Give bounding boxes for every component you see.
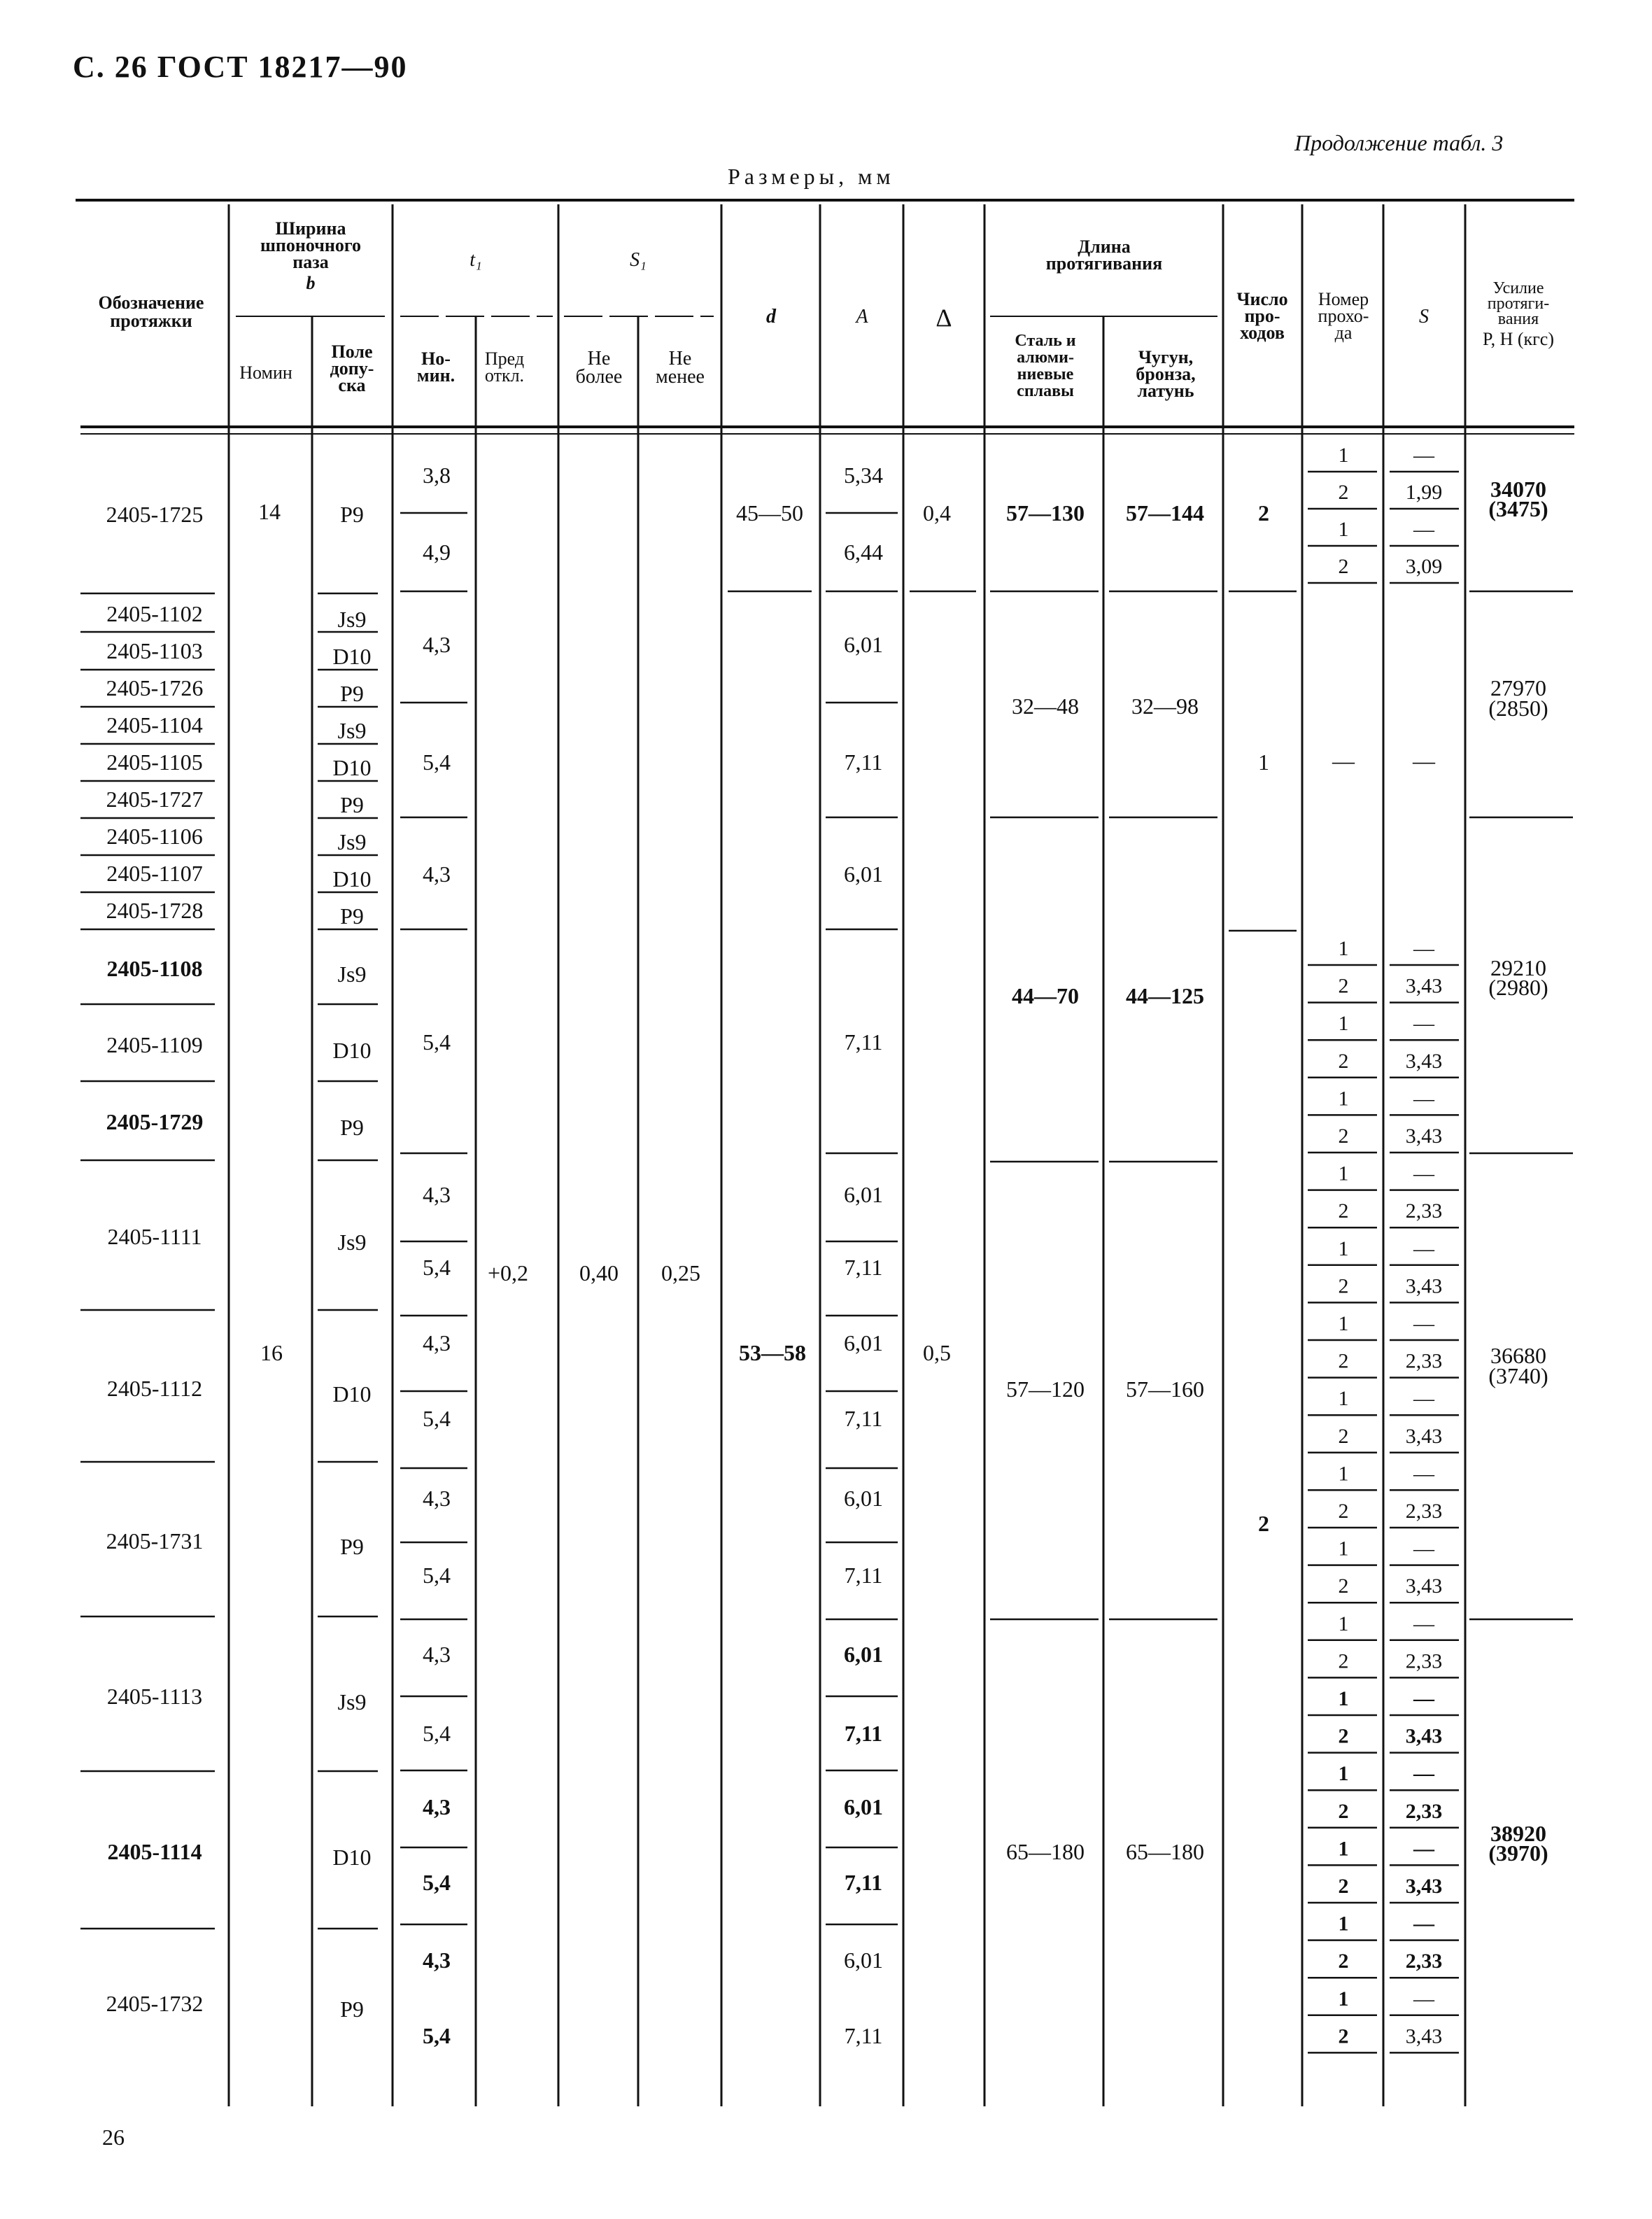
pass-number-cell: 2 — [1338, 1349, 1349, 1373]
length-steel-cell: 65—180 — [1006, 1839, 1085, 1864]
table-body — [106, 444, 1548, 2048]
force-cell: 27970 — [1490, 675, 1546, 700]
s-cell: — — [1413, 1162, 1434, 1185]
pass-number-cell: 2 — [1338, 1649, 1349, 1673]
length-iron-cell: 57—144 — [1126, 500, 1204, 526]
tolerance-field-cell: Js9 — [337, 829, 367, 854]
pass-number-cell: 1 — [1338, 937, 1349, 960]
d-cell: 45—50 — [736, 500, 803, 526]
passes-cell: 2 — [1258, 500, 1269, 526]
s-cell: 2,33 — [1405, 1950, 1443, 1973]
s-cell: 3,43 — [1405, 2024, 1443, 2048]
header-passes: про- — [1244, 306, 1280, 326]
header-delta: Δ — [936, 304, 952, 332]
header-d: d — [766, 306, 776, 327]
header-s: S — [1419, 306, 1429, 327]
a-cell: 5,34 — [844, 463, 883, 488]
s-cell: 2,33 — [1405, 1500, 1443, 1523]
s-cell: — — [1413, 1087, 1434, 1111]
header-passes: Число — [1236, 289, 1288, 309]
t1-nominal-cell: 5,4 — [423, 1563, 451, 1588]
pass-number-cell: 1 — [1338, 518, 1349, 541]
tolerance-field-cell: P9 — [340, 1115, 364, 1140]
pass-number-cell: 2 — [1338, 1875, 1349, 1898]
t1-nominal-cell: 5,4 — [423, 1029, 451, 1055]
header-t1: t₁ — [470, 249, 482, 271]
s-cell: 3,43 — [1405, 1049, 1443, 1073]
s-cell: — — [1413, 1012, 1434, 1036]
t1-nominal-cell: 5,4 — [423, 1721, 451, 1746]
passes-cell: 1 — [1258, 749, 1269, 775]
tolerance-field-cell: P9 — [340, 792, 364, 817]
a-cell: 6,01 — [844, 1182, 883, 1207]
page-number: 26 — [102, 2125, 125, 2150]
pass-number-cell: 1 — [1338, 1462, 1349, 1486]
tolerance-field-cell: Js9 — [337, 961, 367, 987]
a-cell: 6,01 — [844, 1642, 883, 1667]
pass-number-cell: 2 — [1338, 2024, 1349, 2048]
pass-number-cell: 2 — [1338, 1500, 1349, 1523]
designation-cell: 2405-1103 — [106, 638, 203, 663]
designation-cell: 2405-1728 — [106, 898, 204, 923]
delta-cell: 0,5 — [923, 1340, 951, 1365]
a-cell: 7,11 — [844, 749, 883, 775]
header-length-steel: Сталь и — [1015, 332, 1076, 350]
t1-nominal-cell: 5,4 — [423, 2023, 451, 2048]
pass-number-cell: 1 — [1338, 1387, 1349, 1411]
designation-cell: 2405-1107 — [106, 861, 203, 886]
s-cell: — — [1413, 1387, 1434, 1411]
s-cell: 3,43 — [1405, 974, 1443, 998]
pass-number-cell: 1 — [1338, 1762, 1349, 1786]
length-iron-cell: 65—180 — [1126, 1839, 1204, 1864]
header-force-units: P, Н (кгс) — [1482, 329, 1555, 349]
header-length-group: Длина — [1078, 237, 1131, 257]
header-s1-min: менее — [656, 366, 705, 388]
tolerance-field-cell: P9 — [340, 502, 364, 527]
length-iron-cell: 32—98 — [1131, 693, 1199, 719]
pass-number-cell: — — [1332, 748, 1355, 773]
t1-nominal-cell: 5,4 — [423, 749, 451, 775]
t1-nominal-cell: 3,8 — [423, 463, 451, 488]
header-width-group: паза — [292, 252, 329, 272]
force-cell: 29210 — [1490, 955, 1546, 980]
a-cell: 7,11 — [844, 1563, 883, 1588]
header-t1-limit: откл. — [484, 365, 525, 386]
s-cell: 2,33 — [1405, 1199, 1443, 1223]
s-cell: — — [1413, 1312, 1434, 1335]
a-cell: 6,01 — [844, 1330, 883, 1355]
header-nominal: Номин — [239, 362, 292, 383]
a-cell: 7,11 — [844, 1029, 883, 1055]
s-cell: — — [1413, 518, 1434, 541]
pass-number-cell: 1 — [1338, 1912, 1349, 1936]
pass-number-cell: 2 — [1338, 1575, 1349, 1598]
row-rules — [80, 472, 1573, 2052]
s-cell: 3,09 — [1405, 555, 1443, 578]
a-cell: 7,11 — [844, 2023, 883, 2048]
length-steel-cell: 57—130 — [1006, 500, 1085, 526]
pass-number-cell: 2 — [1338, 481, 1349, 504]
designation-cell: 2405-1725 — [106, 502, 204, 527]
tolerance-field-cell: P9 — [340, 681, 364, 706]
a-cell: 6,01 — [844, 1947, 883, 1973]
t1-nominal-cell: 4,3 — [423, 1947, 451, 1973]
pass-number-cell: 2 — [1338, 1424, 1349, 1448]
s-cell: — — [1413, 937, 1434, 960]
s-cell: 3,43 — [1405, 1724, 1443, 1748]
tolerance-field-cell: P9 — [340, 1534, 364, 1559]
s-cell: — — [1413, 1912, 1434, 1936]
force-cell: 34070 — [1490, 477, 1546, 502]
header-t1-nominal: мин. — [416, 365, 456, 386]
pass-number-cell: 1 — [1338, 444, 1349, 467]
pass-number-cell: 1 — [1338, 1162, 1349, 1185]
tolerance-field-cell: Js9 — [337, 1689, 367, 1714]
header-designation: протяжки — [110, 311, 192, 331]
header-pass-no: Номер — [1318, 289, 1369, 309]
a-cell: 7,11 — [844, 1406, 883, 1431]
header-t1-nominal: Но- — [421, 348, 451, 369]
s-cell: — — [1413, 1837, 1434, 1861]
s-cell: 3,43 — [1405, 1125, 1443, 1148]
designation-cell: 2405-1114 — [107, 1839, 202, 1864]
a-cell: 6,01 — [844, 861, 883, 887]
t1-nominal-cell: 5,4 — [423, 1255, 451, 1280]
force-cell: 38920 — [1490, 1821, 1546, 1846]
header-s1: S₁ — [630, 249, 647, 271]
s-cell: — — [1413, 1462, 1434, 1486]
tolerance-field-cell: P9 — [340, 1996, 364, 2022]
s-cell: 2,33 — [1405, 1349, 1443, 1373]
pass-number-cell: 1 — [1338, 1612, 1349, 1635]
force-cell: (2980) — [1488, 975, 1548, 1000]
t1-nominal-cell: 4,3 — [423, 632, 451, 657]
s-cell: 3,43 — [1405, 1575, 1443, 1598]
a-cell: 7,11 — [844, 1870, 883, 1895]
header-pass-no: да — [1334, 323, 1353, 343]
pass-number-cell: 1 — [1338, 1837, 1349, 1861]
s-cell: — — [1413, 1762, 1434, 1786]
header-tolerance-field: ска — [338, 375, 366, 395]
tolerance-field-cell: D10 — [332, 1381, 372, 1407]
designation-cell: 2405-1109 — [106, 1032, 203, 1057]
page-header: С. 26 ГОСТ 18217—90 — [73, 50, 408, 84]
header-a: A — [856, 306, 868, 327]
pass-number-cell: 2 — [1338, 555, 1349, 578]
pass-number-cell: 1 — [1338, 1312, 1349, 1335]
header-width-group: Ширина — [275, 218, 346, 239]
header-s1-max: более — [575, 366, 623, 388]
header-width-symbol: b — [306, 273, 316, 293]
nominal-b-cell: 14 — [258, 499, 281, 524]
s-cell: 2,33 — [1405, 1649, 1443, 1673]
s-cell: 3,43 — [1405, 1424, 1443, 1448]
s-cell: — — [1413, 1237, 1434, 1260]
header-s1-max: Не — [587, 348, 611, 369]
t1-limit-cell: +0,2 — [487, 1260, 529, 1285]
tolerance-field-cell: P9 — [340, 903, 364, 929]
length-steel-cell: 57—120 — [1006, 1376, 1085, 1402]
length-steel-cell: 44—70 — [1012, 983, 1079, 1008]
s-cell: — — [1413, 1687, 1434, 1710]
a-cell: 6,01 — [844, 1486, 883, 1511]
d-cell: 53—58 — [739, 1340, 806, 1365]
s-cell: 3,43 — [1405, 1274, 1443, 1298]
delta-cell: 0,4 — [923, 500, 951, 526]
nominal-b-cell: 16 — [260, 1340, 283, 1365]
tolerance-field-cell: D10 — [332, 866, 372, 892]
s-cell: — — [1413, 444, 1434, 467]
s-cell: 3,43 — [1405, 1875, 1443, 1898]
header-length-steel: ниевые — [1017, 365, 1074, 383]
header-length-steel: алюми- — [1017, 348, 1074, 367]
force-cell: (3475) — [1488, 496, 1548, 521]
t1-nominal-cell: 4,3 — [423, 1182, 451, 1207]
header-passes: ходов — [1240, 323, 1285, 343]
length-iron-cell: 44—125 — [1126, 983, 1204, 1008]
s-cell: 2,33 — [1405, 1799, 1443, 1823]
header-length-group: протягивания — [1045, 253, 1163, 274]
pass-number-cell: 2 — [1338, 1799, 1349, 1823]
length-iron-cell: 57—160 — [1126, 1376, 1204, 1402]
designation-cell: 2405-1727 — [106, 787, 204, 812]
pass-number-cell: 2 — [1338, 1724, 1349, 1748]
header-designation: Обозначение — [98, 293, 204, 313]
a-cell: 7,11 — [844, 1721, 883, 1746]
pass-number-cell: 2 — [1338, 1049, 1349, 1073]
force-cell: (2850) — [1488, 696, 1548, 721]
a-cell: 6,01 — [844, 1794, 883, 1819]
designation-cell: 2405-1732 — [106, 1991, 204, 2016]
designation-cell: 2405-1726 — [106, 675, 204, 700]
t1-nominal-cell: 4,3 — [423, 1486, 451, 1511]
a-cell: 7,11 — [844, 1255, 883, 1280]
designation-cell: 2405-1729 — [106, 1109, 204, 1134]
header-length-steel: сплавы — [1017, 382, 1074, 400]
pass-number-cell: 2 — [1338, 974, 1349, 998]
header-tolerance-field: допу- — [330, 358, 374, 379]
pass-number-cell: 1 — [1338, 1012, 1349, 1036]
t1-nominal-cell: 4,3 — [423, 861, 451, 887]
pass-number-cell: 2 — [1338, 1274, 1349, 1298]
s1-min-cell: 0,25 — [661, 1260, 700, 1285]
header-length-iron: латунь — [1137, 381, 1194, 401]
designation-cell: 2405-1104 — [106, 712, 203, 738]
length-steel-cell: 32—48 — [1012, 693, 1079, 719]
header-s1-min: Не — [668, 348, 692, 369]
passes-cell: 2 — [1258, 1511, 1269, 1536]
designation-cell: 2405-1108 — [106, 956, 203, 981]
header-t1-limit: Пред — [484, 348, 525, 369]
header-force: вания — [1497, 310, 1539, 328]
tolerance-field-cell: Js9 — [337, 718, 367, 743]
table-header — [99, 218, 1555, 401]
table-units: Размеры, мм — [728, 164, 895, 189]
header-tolerance-field: Поле — [331, 341, 373, 362]
force-cell: 36680 — [1490, 1343, 1546, 1368]
s-cell: — — [1413, 1537, 1434, 1561]
tolerance-field-cell: D10 — [332, 1845, 372, 1870]
pass-number-cell: 2 — [1338, 1199, 1349, 1223]
t1-nominal-cell: 4,9 — [423, 540, 451, 565]
header-force: протяги- — [1487, 295, 1550, 313]
s-cell: — — [1413, 1612, 1434, 1635]
s-cell: 1,99 — [1405, 481, 1443, 504]
designation-cell: 2405-1731 — [106, 1528, 204, 1554]
t1-nominal-cell: 5,4 — [423, 1870, 451, 1895]
pass-number-cell: 1 — [1338, 1687, 1349, 1710]
header-length-iron: бронза, — [1136, 364, 1196, 384]
a-cell: 6,44 — [844, 540, 883, 565]
header-force: Усилие — [1492, 279, 1544, 297]
designation-cell: 2405-1111 — [107, 1224, 202, 1249]
header-width-group: шпоночного — [260, 235, 362, 255]
table-continuation-note: Продолжение табл. 3 — [1294, 130, 1504, 155]
s-cell: — — [1413, 748, 1435, 773]
s-cell: — — [1413, 1987, 1434, 2010]
t1-nominal-cell: 4,3 — [423, 1794, 451, 1819]
header-pass-no: прохо- — [1318, 306, 1369, 326]
pass-number-cell: 1 — [1338, 1237, 1349, 1260]
t1-nominal-cell: 5,4 — [423, 1406, 451, 1431]
tolerance-field-cell: D10 — [332, 1038, 372, 1063]
header-length-iron: Чугун, — [1138, 347, 1194, 367]
force-cell: (3740) — [1488, 1363, 1548, 1388]
designation-cell: 2405-1105 — [106, 749, 203, 775]
tolerance-field-cell: D10 — [332, 644, 372, 669]
t1-nominal-cell: 4,3 — [423, 1330, 451, 1355]
tolerance-field-cell: D10 — [332, 755, 372, 780]
t1-nominal-cell: 4,3 — [423, 1642, 451, 1667]
pass-number-cell: 2 — [1338, 1950, 1349, 1973]
pass-number-cell: 1 — [1338, 1087, 1349, 1111]
designation-cell: 2405-1102 — [106, 601, 203, 626]
tolerance-field-cell: Js9 — [337, 1230, 367, 1255]
tolerance-field-cell: Js9 — [337, 607, 367, 632]
s1-max-cell: 0,40 — [579, 1260, 619, 1285]
designation-cell: 2405-1113 — [106, 1684, 203, 1709]
pass-number-cell: 2 — [1338, 1125, 1349, 1148]
pass-number-cell: 1 — [1338, 1537, 1349, 1561]
pass-number-cell: 1 — [1338, 1987, 1349, 2010]
designation-cell: 2405-1112 — [106, 1376, 203, 1401]
force-cell: (3970) — [1488, 1840, 1548, 1866]
a-cell: 6,01 — [844, 632, 883, 657]
designation-cell: 2405-1106 — [106, 824, 203, 849]
